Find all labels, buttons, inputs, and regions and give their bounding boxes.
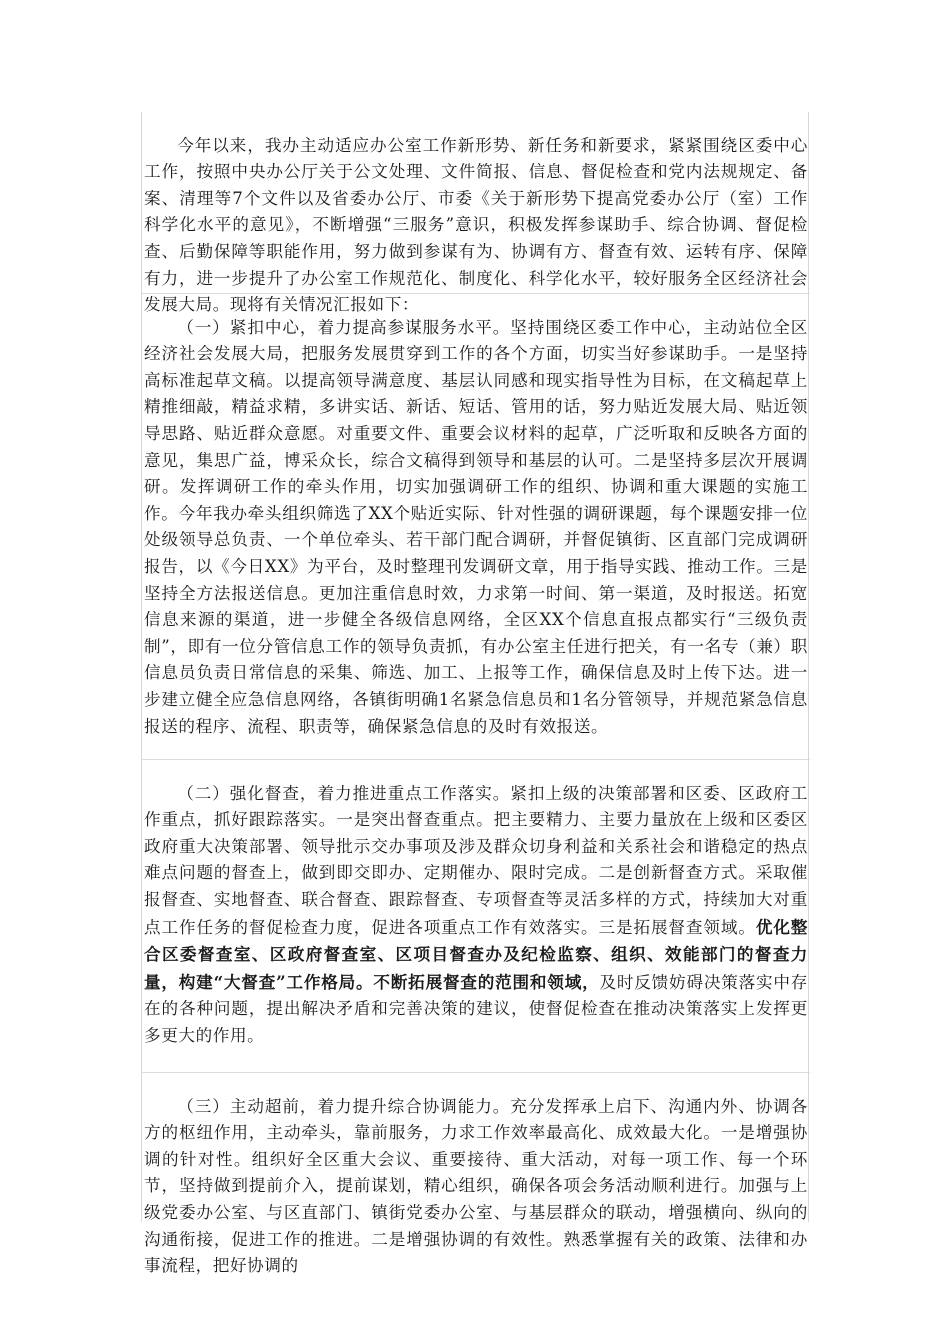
section-three-paragraph: （三）主动超前，着力提升综合协调能力。充分发挥承上启下、沟通内外、协调各方的枢纽作用，主动牵头，靠前服务，力求工作效率最高化、成效最大化。一是增强协调的针对性。组织好全区重大会议、重要接待、重大活动，对每一项工作、每一个环节，坚持做到提前介入，提前谋划，精心组织，确保各项会务活动顺利进行。加强与上级党委办公室、与区直部门、镇街党委办公室、与基层群众的联动，增强横向、纵向的沟通衔接，促进工作的推进。二是增强协调的有效性。熟悉掌握有关的政策、法律和办事流程，把好协调的 bbox=[144, 1096, 808, 1276]
section-two-text-start: （二）强化督查，着力推进重点工作落实。紧扣上级的决策部署和区委、区政府工作重点，抓好跟踪落实。一是突出督查重点。把主要精力、主要力量放在上级和区委区政府重大决策部署、领导批示交办事项及涉及群众切身利益和关系社会和谐稳定的热点难点问题的督查上，做到即交即办、定期催办、限时完成。二是创新督查方式。采取催报督查、实地督查、联合督查、跟踪督查、专项督查等灵活多样的方式，持续加大对重点工作任务的督促检查力度，促进各项重点工作有效落实。三是拓展督查领域。 bbox=[144, 783, 808, 937]
section-one-paragraph: （一）紧扣中心，着力提高参谋服务水平。坚持围绕区委工作中心，主动站位全区经济社会发展大局，把服务发展贯穿到工作的各个方面，切实当好参谋助手。一是坚持高标准起草文稿。以提高领导满意度、基层认同感和现实指导性为目标，在文稿起草上精推细敲，精益求精，多讲实话、新话、短话、管用的话，努力贴近发展大局、贴近领导思路、贴近群众意愿。对重要文件、重要会议材料的起草，广泛听取和反映各方面的意见，集思广益，博采众长，综合文稿得到领导和基层的认可。二是坚持多层次开展调研。发挥调研工作的牵头作用，切实加强调研工作的组织、协调和重大课题的实施工作。今年我办牵头组织筛选了XX个贴近实际、针对性强的调研课题，每个课题安排一位处级领导总负责、一个单位牵头、若干部门配合调研，并督促镇街、区直部门完成调研报告，以《今日XX》为平台，及时整理刊发调研文章，用于指导实践、推动工作。三是坚持全方法报送信息。更加注重信息时效，力求第一时间、第一渠道，及时报送。拓宽信息来源的渠道，进一步健全各级信息网络，全区XX个信息直报点都实行“三级负责制”，即有一位分管信息工作的领导负责抓，有办公室主任进行把关，有一名专（兼）职信息员负责日常信息的采集、筛选、加工、上报等工作，确保信息及时上传下达。进一步建立健全应急信息网络，各镇街明确1名紧急信息员和1名分管领导，并规范紧急信息报送的程序、流程、职责等，确保紧急信息的及时有效报送。 bbox=[144, 317, 808, 736]
intro-paragraph: 今年以来，我办主动适应办公室工作新形势、新任务和新要求，紧紧围绕区委中心工作，按照中央办公厅关于公文处理、文件简报、信息、督促检查和党内法规规定、备案、清理等7个文件以及省委办公厅、市委《关于新形势下提高党委办公厅（室）工作科学化水平的意见》，不断增强“三服务”意识，积极发挥参谋助手、综合协调、督促检查、后勤保障等职能作用，努力做到参谋有为、协调有方、督查有效、运转有序、保障有力，进一步提升了办公室工作规范化、制度化、科学化水平，较好服务全区经济社会发展大局。现将有关情况汇报如下： bbox=[144, 135, 808, 315]
paragraph-divider bbox=[142, 759, 810, 760]
document-page bbox=[141, 112, 809, 1276]
paragraph-divider bbox=[142, 293, 810, 294]
section-two-paragraph bbox=[142, 781, 810, 1050]
paragraph-divider bbox=[142, 1072, 810, 1073]
section-two-bold-text: 优化整合区委督查室、区政府督查室、区项目督查办及纪检监察、组织、效能部门的督查力量，构建“大督查”工作格局。不断拓展督查的范围和领域， bbox=[144, 916, 808, 992]
section-two-text-end: 及时反馈妨碍决策落实中存在的各种问题，提出解决矛盾和完善决策的建议，使督促检查在推动决策落实上发挥更多更大的作用。 bbox=[144, 972, 808, 1045]
